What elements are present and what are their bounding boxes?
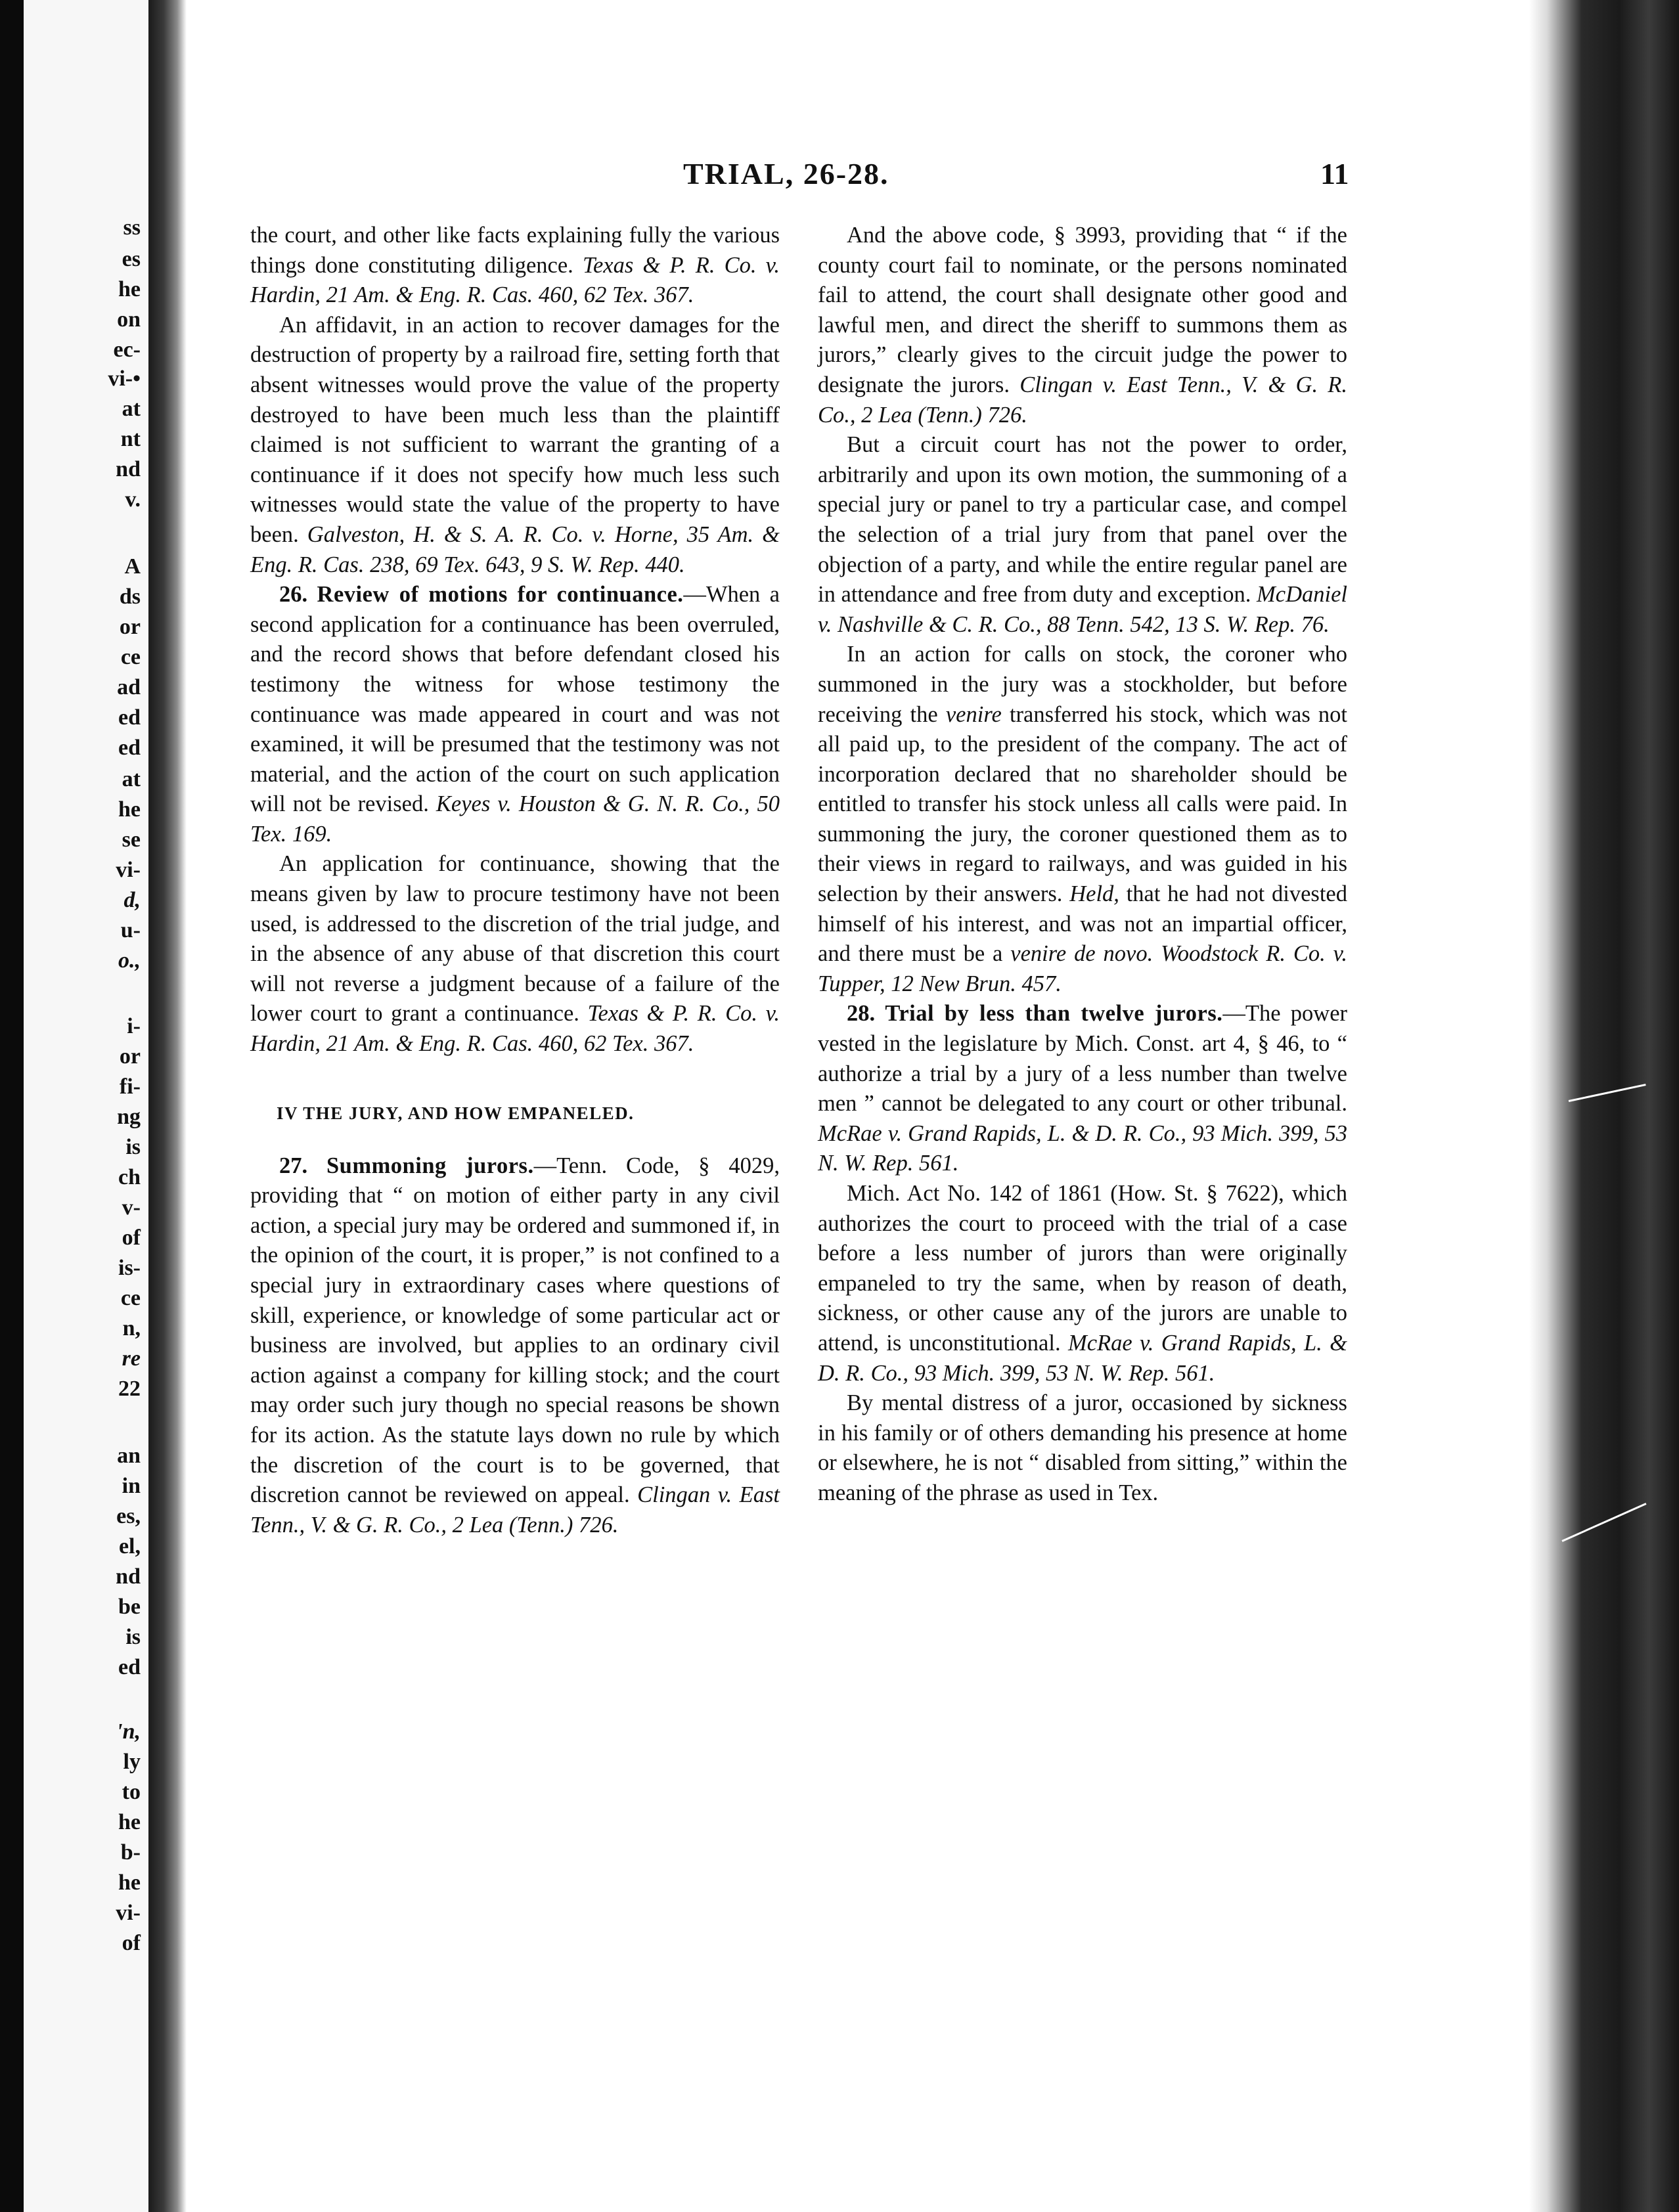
facing-page-fragment: ed — [118, 1655, 141, 1679]
facing-page-fragment: ss — [123, 215, 141, 240]
citation: Galveston, H. & S. A. R. Co. v. Horne, 35 Am. & Eng. R. Cas. 238, 69 Tex. 643, 9 S. W. Rep. 440. — [250, 521, 780, 577]
facing-page-fragment: i- — [127, 1014, 141, 1038]
citation: Texas & P. R. Co. v. Hardin, 21 Am. & Eng. R. Cas. 460, 62 Tex. 367. — [250, 1001, 780, 1057]
section-28: 28. Trial by less than twelve jurors.—The power vested in the legislature by Mich. Const. art 4, § 46, to “ authorize a trial by a jury of a less number than twelve men ” cannot be delegated to any court or other tribunal. McRae v. Grand Rapids, L. & D. R. Co., 93 Mich. 399, 53 N. W. Rep. 561. — [818, 1001, 1348, 1176]
facing-page-fragment: he — [118, 1870, 141, 1895]
facing-page-fragment: in — [122, 1474, 141, 1498]
facing-page-fragment: vi-• — [108, 366, 141, 391]
facing-page-fragment: v. — [125, 487, 141, 512]
scan-mark — [1569, 1084, 1646, 1102]
paragraph: By mental distress of a juror, occasioned by sickness in his family or of others demanding his presence at home or elsewhere, he is not “ disabled from sitting,” within the meaning of the phrase as used in Tex. — [818, 1390, 1347, 1505]
left-column — [250, 221, 780, 1540]
citation: Texas & P. R. Co. v. Hardin, 21 Am. & Eng. R. Cas. 460, 62 Tex. 367. — [250, 252, 780, 308]
division-heading: IV THE JURY, AND HOW EMPANELED. — [277, 1103, 635, 1123]
running-head: TRIAL, 26-28. — [683, 157, 889, 190]
citation: McRae v. Grand Rapids, L. & D. R. Co., 93 Mich. 399, 53 N. W. Rep. 561. — [818, 1120, 1347, 1176]
facing-page-fragment: es — [122, 247, 141, 271]
facing-page-fragment: is- — [118, 1256, 141, 1280]
facing-page-fragment: ds — [119, 585, 141, 609]
facing-page-fragment: is — [125, 1625, 141, 1649]
section-title: Review of motions for continuance. — [317, 582, 684, 608]
facing-page-fragment: ly — [123, 1750, 141, 1774]
facing-page-fragment: se — [122, 828, 141, 852]
facing-page-fragment: at — [122, 397, 141, 421]
facing-page-fragment: nt — [120, 427, 141, 451]
section-27: 27. Summoning jurors.—Tenn. Code, § 4029, providing that “ on motion of either party in any civil action, a special jury may be ordered and summoned if, in the opinion of the court, it is proper,” is not confined to a special jury in extraordinary cases where questions of skill, experience, or knowledge of some particular act or business are involved, but applies to an ordinary civil action against a company for killing stock; and the court may order such jury though no special reasons be shown for its action. As the statute lays down no rule by which the discretion of the court is to be governed, that discretion cannot be reviewed on appeal. Clingan v. East Tenn., V. & G. R. Co., 2 Lea (Tenn.) 726. — [250, 1153, 780, 1537]
section-26: 26. Review of motions for continuance.—When a second application for a continuance has been overruled, and the record shows that before defendant closed his testimony the witness for whose testimony the continuance was made appeared in court and was not examined, it will be presumed that the testimony was not material, and the action of the court on such application will not be revised. Keyes v. Houston & G. N. R. Co., 50 Tex. 169. — [250, 582, 780, 847]
facing-page-fragment: b- — [120, 1840, 141, 1865]
section-number: 27. — [279, 1153, 308, 1178]
facing-page-fragment: ng — [117, 1105, 141, 1129]
facing-page-fragment: of — [122, 1226, 141, 1250]
section-title: Summoning jurors. — [326, 1153, 534, 1178]
scan-right-edge — [1529, 0, 1679, 2212]
facing-page-fragment: he — [118, 797, 141, 822]
facing-page-fragment: u- — [120, 918, 141, 942]
facing-page-fragment: ed — [118, 705, 141, 730]
citation: Clingan v. East Tenn., V. & G. R. Co., 2 Lea (Tenn.) 726. — [818, 372, 1348, 428]
facing-page-fragments — [24, 0, 148, 2212]
facing-page-fragment: nd — [116, 457, 141, 481]
paragraph: the court, and other like facts explaining fully the various things done constituting diligence. Texas & P. R. Co. v. Hardin, 21 Am. & Eng. R. Cas. 460, 62 Tex. 367. — [250, 223, 780, 308]
facing-page-fragment: ec- — [113, 338, 141, 362]
facing-page-fragment: ce — [120, 645, 141, 669]
facing-page-fragment: of — [122, 1931, 141, 1955]
section-title: Trial by less than twelve jurors. — [885, 1001, 1223, 1027]
page-number: 11 — [1320, 157, 1349, 190]
citation: McDaniel v. Nashville & C. R. Co., 88 Tenn. 542, 13 S. W. Rep. 76. — [818, 582, 1347, 637]
paragraph: An affidavit, in an action to recover damages for the destruction of property by a railroad fire, setting forth that absent witnesses would prove the value of the property destroyed to have been much less than the plaintiff claimed is not sufficient to warrant the granting of a continuance if it does not specify how much less such witnesses would state the value of the property to have been. Galveston, H. & S. A. R. Co. v. Horne, 35 Am. & Eng. R. Cas. 238, 69 Tex. 643, 9 S. W. Rep. 440. — [250, 312, 780, 577]
facing-page-fragment: is — [125, 1135, 141, 1159]
scan-mark — [1561, 1503, 1646, 1542]
paragraph: An application for continuance, showing that the means given by law to procure testimony have not been used, is addressed to the discretion of the trial judge, and in the absence of any abuse of that discretion this court will not reverse a judgment because of a failure of the lower court to grant a continuance. Texas & P. R. Co. v. Hardin, 21 Am. & Eng. R. Cas. 460, 62 Tex. 367. — [250, 851, 780, 1057]
citation: Woodstock R. Co. v. Tupper, 12 New Brun. 457. — [818, 941, 1348, 996]
paragraph: In an action for calls on stock, the coroner who summoned in the jury was a stockholder, but before receiving the venire transferred his stock, which was not all paid up, to the president of the company. The act of incorporation declared that no shareholder should be entitled to transfer his stock unless all calls were paid. In summoning the jury, the coroner questioned them as to their views in regard to railways, and was guided in his selection by their answers. Held, that he had not divested himself of his interest, and was not an impartial officer, and there must be a venire de novo. Woodstock R. Co. v. Tupper, 12 New Brun. 457. — [818, 642, 1348, 996]
citation: Keyes v. Houston & G. N. R. Co., 50 Tex. 169. — [250, 791, 780, 847]
facing-page-fragment: nd — [116, 1564, 141, 1589]
facing-page-fragment: to — [122, 1780, 141, 1804]
facing-page-fragment: fi- — [119, 1074, 141, 1099]
facing-page-fragment: ce — [120, 1286, 141, 1310]
facing-page-fragment: es, — [116, 1504, 141, 1528]
facing-page-fragment: an — [117, 1444, 141, 1468]
right-column — [818, 221, 1347, 1509]
facing-page-fragment: 'n, — [116, 1719, 141, 1744]
facing-page-fragment: re — [122, 1346, 141, 1371]
facing-page-fragment: he — [118, 1810, 141, 1834]
facing-page-fragment: or — [119, 615, 141, 639]
citation: Clingan v. East Tenn., V. & G. R. Co., 2 Lea (Tenn.) 726. — [250, 1482, 780, 1537]
scan-left-edge — [0, 0, 24, 2212]
facing-page-fragment: d, — [123, 888, 141, 912]
facing-page-fragment: vi- — [116, 1901, 141, 1925]
facing-page-fragment: vi- — [116, 858, 141, 882]
facing-page-fragment: at — [122, 767, 141, 791]
paragraph: But a circuit court has not the power to order, arbitrarily and upon its own motion, the summoning of a special jury or panel to try a particular case, and compel the selection of a trial jury from that panel over the objection of a party, and while the entire regular panel are in attendance and free from duty and exception. McDaniel v. Nashville & C. R. Co., 88 Tenn. 542, 13 S. W. Rep. 76. — [818, 432, 1347, 637]
gutter-shadow — [148, 0, 187, 2212]
facing-page-fragment: or — [119, 1044, 141, 1069]
facing-page-fragment: be — [118, 1595, 141, 1619]
facing-page-fragment: o., — [118, 948, 141, 973]
facing-page-fragment: el, — [118, 1534, 141, 1559]
section-number: 28. — [847, 1001, 876, 1027]
paragraph: Mich. Act No. 142 of 1861 (How. St. § 7622), which authorizes the court to proceed with the trial of a case before a less number of jurors than were originally empaneled to try the same, when by reason of death, sickness, or other cause any of the jurors are unable to attend, is unconstitutional. McRae v. Grand Rapids, L. & D. R. Co., 93 Mich. 399, 53 N. W. Rep. 561. — [818, 1181, 1348, 1386]
facing-page-fragment: n, — [122, 1316, 141, 1340]
facing-page-fragment: A — [124, 554, 141, 579]
facing-page-fragment: ch — [118, 1165, 141, 1189]
facing-page-fragment: on — [117, 307, 141, 332]
facing-page-fragment: v- — [122, 1195, 141, 1220]
facing-page-fragment: ed — [118, 736, 141, 760]
facing-page-fragment: ad — [117, 675, 141, 699]
facing-page-fragment: 22 — [118, 1377, 141, 1401]
paragraph: And the above code, § 3993, providing that “ if the county court fail to nominate, or the persons nominated fail to attend, the court shall designate other good and lawful men, and direct the sheriff to summons them as jurors,” clearly gives to the circuit judge the power to designate the jurors. Clingan v. East Tenn., V. & G. R. Co., 2 Lea (Tenn.) 726. — [818, 223, 1348, 428]
facing-page-fragment: he — [118, 277, 141, 301]
citation: McRae v. Grand Rapids, L. & D. R. Co., 93 Mich. 399, 53 N. W. Rep. 561. — [818, 1330, 1348, 1386]
section-number: 26. — [279, 582, 308, 608]
